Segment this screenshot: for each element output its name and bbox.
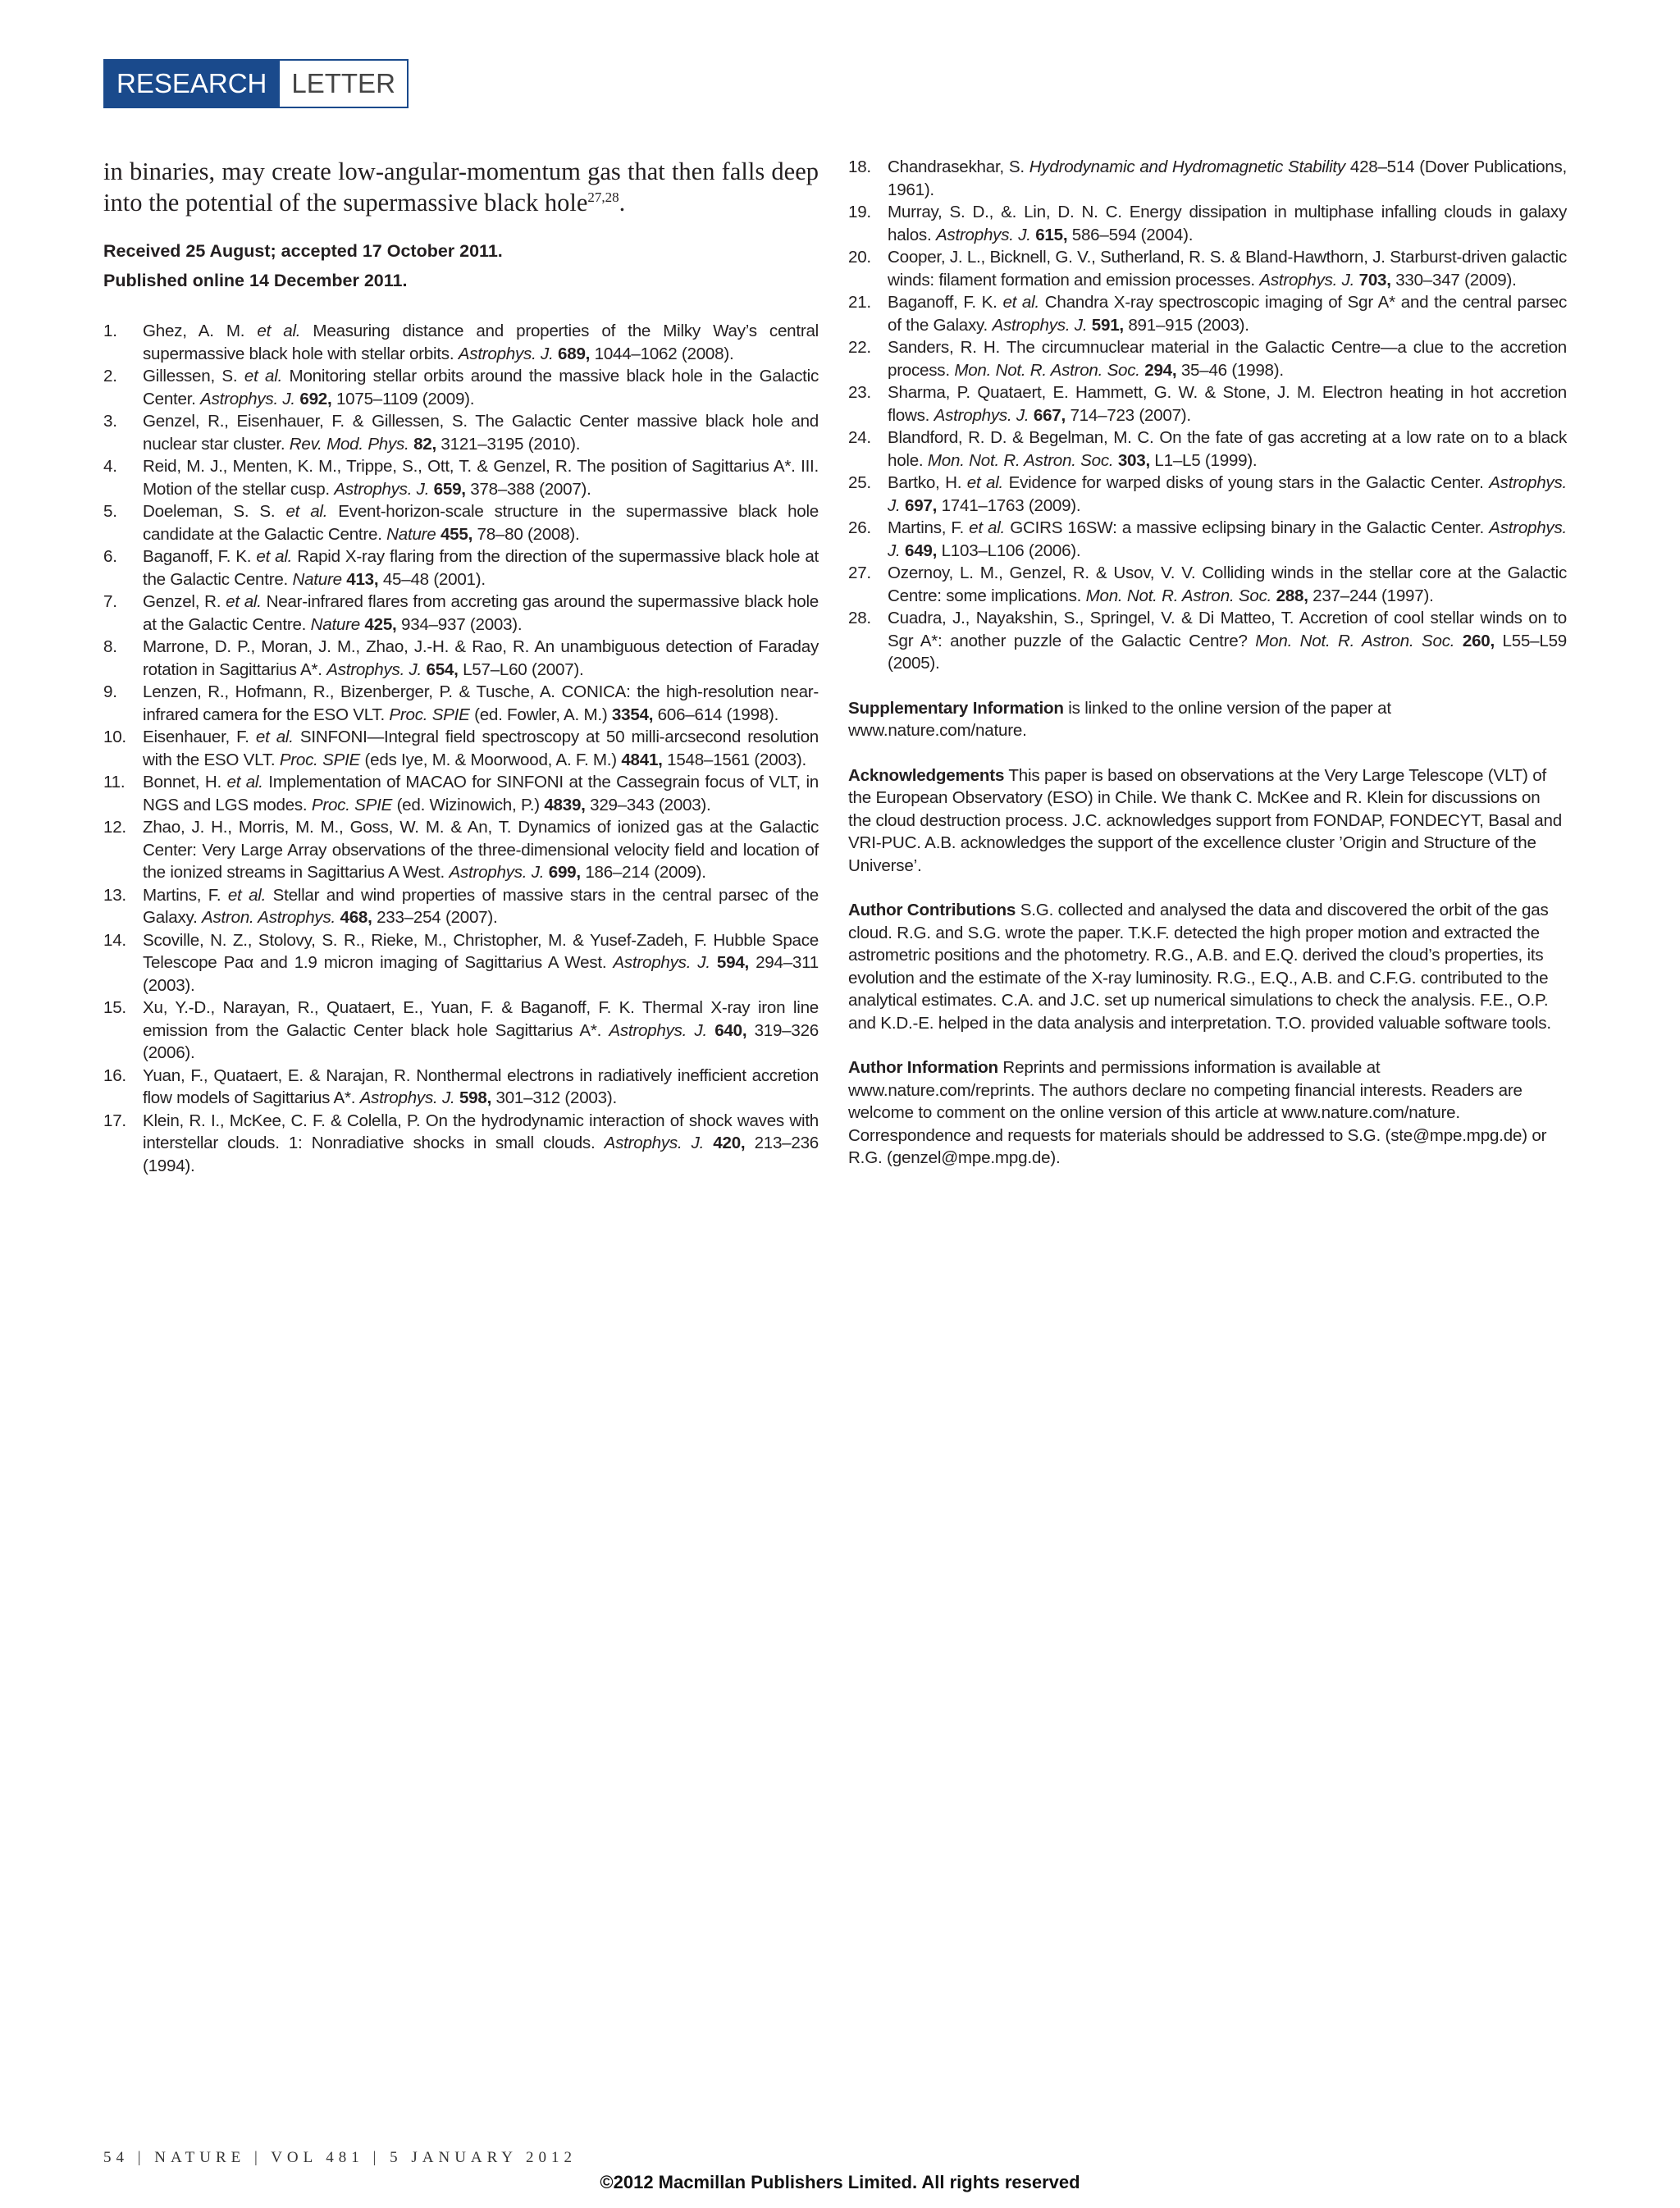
reference-italic: Astrophys. J. xyxy=(326,659,422,679)
reference-italic: Hydrodynamic and Hydromagnetic Stability xyxy=(1029,157,1345,176)
reference-number: 26. xyxy=(848,518,871,537)
reference-number: 19. xyxy=(848,203,871,221)
reference-item xyxy=(848,336,1567,381)
reference-italic: Astrophys. J. xyxy=(934,405,1029,425)
reference-segment: Blandford, R. D. & Begelman, M. C. On the fate of gas accreting at a low rate on to a black hole. xyxy=(888,428,1567,470)
reference-item xyxy=(848,607,1567,675)
reference-number: 4. xyxy=(103,457,117,476)
reference-volume: 288, xyxy=(1276,586,1308,605)
reference-italic: Astrophys. J. xyxy=(613,953,710,972)
reference-segment: Chandra X-ray spectroscopic imaging of Sgr A* and the central parsec of the Galaxy. xyxy=(888,293,1567,335)
reference-segment xyxy=(1454,632,1463,650)
reference-number: 11. xyxy=(103,773,126,792)
reference-segment: 1044–1062 (2008). xyxy=(590,344,734,363)
reference-segment: 1548–1561 (2003). xyxy=(662,750,806,769)
reference-text xyxy=(143,884,819,929)
reference-segment: Reid, M. J., Menten, K. M., Trippe, S., Ott, T. & Genzel, R. The position of Sagittarius A*. III. Motion of the stellar cusp. xyxy=(143,457,819,499)
lead-end: . xyxy=(619,189,626,217)
reference-segment: GCIRS 16SW: a massive eclipsing binary in the Galactic Center. xyxy=(1005,518,1490,537)
reference-number: 25. xyxy=(848,473,871,492)
reference-italic: et al. xyxy=(227,885,267,905)
reference-italic: Astrophys. J. xyxy=(935,225,1031,244)
reference-text xyxy=(143,771,819,816)
reference-segment: Implementation of MACAO for SINFONI at the Cassegrain focus of VLT, in NGS and LGS modes. xyxy=(143,773,819,814)
reference-number: 7. xyxy=(103,592,117,611)
reference-italic: et al. xyxy=(1002,293,1039,312)
reference-text xyxy=(888,562,1567,607)
reference-item xyxy=(103,771,819,816)
reference-italic: Proc. SPIE xyxy=(389,705,470,724)
reference-italic: Mon. Not. R. Astron. Soc. xyxy=(1085,586,1272,605)
reference-segment: 891–915 (2003). xyxy=(1123,315,1249,335)
reference-segment: 186–214 (2009). xyxy=(580,863,706,882)
reference-text xyxy=(143,545,819,591)
lead-paragraph xyxy=(103,156,819,218)
reference-segment: Monitoring stellar orbits around the massive black hole in the Galactic Center. xyxy=(143,367,819,408)
reference-item xyxy=(848,427,1567,472)
reference-text xyxy=(888,246,1567,291)
reference-text xyxy=(143,365,819,410)
reference-volume: 640, xyxy=(714,1020,747,1040)
reference-number: 17. xyxy=(103,1111,126,1130)
reference-volume: 703, xyxy=(1358,270,1391,290)
reference-italic: Astrophys. J. xyxy=(359,1088,455,1107)
reference-segment: Evidence for warped disks of young stars in the Galactic Center. xyxy=(1003,473,1490,492)
reference-segment: Murray, S. D., &. Lin, D. N. C. Energy dissipation in multiphase infalling clouds in galaxy halos. xyxy=(888,203,1567,244)
reference-italic: Astrophys. J. xyxy=(458,344,554,363)
back-matter-section xyxy=(848,899,1567,1034)
reference-item xyxy=(103,365,819,410)
reference-segment: 330–347 (2009). xyxy=(1390,270,1517,290)
reference-italic: Astron. Astrophys. xyxy=(202,908,336,927)
reference-segment: Doeleman, S. S. xyxy=(143,502,286,521)
reference-volume: 654, xyxy=(426,659,459,679)
received-date: Received 25 August; accepted 17 October 2011. xyxy=(103,241,503,261)
reference-segment: 378–388 (2007). xyxy=(465,479,591,499)
reference-number: 2. xyxy=(103,367,117,385)
section-heading: Acknowledgements xyxy=(848,765,1005,785)
lead-citation[interactable]: 27,28 xyxy=(587,189,619,205)
reference-segment: L55–L59 (2005). xyxy=(888,631,1567,673)
reference-volume: 4841, xyxy=(621,750,663,769)
reference-volume: 697, xyxy=(905,495,938,515)
reference-italic: et al. xyxy=(244,367,283,385)
reference-segment: 934–937 (2003). xyxy=(396,614,523,634)
reference-item xyxy=(103,410,819,455)
reference-text xyxy=(143,816,819,884)
reference-segment: Chandrasekhar, S. xyxy=(888,157,1029,176)
reference-segment xyxy=(710,953,717,972)
reference-segment xyxy=(707,1021,714,1040)
reference-segment: (eds Iye, M. & Moorwood, A. F. M.) xyxy=(360,750,622,769)
reference-volume: 413, xyxy=(346,569,379,589)
reference-item xyxy=(848,472,1567,517)
reference-number: 14. xyxy=(103,930,126,950)
reference-italic: et al. xyxy=(226,773,263,792)
reference-italic: Astrophys. J. xyxy=(200,389,295,408)
reference-segment: Yuan, F., Quataert, E. & Narajan, R. Nonthermal electrons in radiatively inefficient accretion flow models of Sagittarius A*. xyxy=(143,1065,819,1107)
reference-text xyxy=(888,381,1567,427)
reference-segment: Cooper, J. L., Bicknell, G. V., Sutherland, R. S. & Bland-Hawthorn, J. Starburst-driven galactic winds: filament formation and emission processes. xyxy=(888,248,1567,290)
reference-item xyxy=(103,816,819,884)
reference-item xyxy=(848,562,1567,607)
reference-segment: Sanders, R. H. The circumnuclear material in the Galactic Centre—a clue to the accretion process. xyxy=(888,338,1567,380)
right-column xyxy=(848,156,1567,1186)
reference-item xyxy=(103,455,819,500)
reference-segment: Rapid X-ray flaring from the direction of the supermassive black hole at the Galactic Centre. xyxy=(143,547,819,589)
reference-segment: 3121–3195 (2010). xyxy=(436,434,581,454)
reference-segment: Cuadra, J., Nayakshin, S., Springel, V. & Di Matteo, T. Accretion of cool stellar winds on to Sgr A*: another puzzle of the Galactic Centre? xyxy=(888,609,1567,650)
reference-list-right xyxy=(848,156,1567,675)
reference-segment: 294–311 (2003). xyxy=(143,953,819,995)
reference-italic: Mon. Not. R. Astron. Soc. xyxy=(927,450,1114,470)
reference-number: 12. xyxy=(103,818,126,837)
reference-italic: Mon. Not. R. Astron. Soc. xyxy=(954,360,1140,380)
section-text: Reprints and permissions information is available at www.nature.com/reprints. The authors declare no competing financial interests. Readers are welcome to comment on the online version of this article at www.nature.com/nature. Correspondence and requests for materials should be addressed to S.G. (ste@mpe.mpg.de) or R.G. (genzel@mpe.mpg.de). xyxy=(848,1058,1547,1167)
reference-volume: 591, xyxy=(1091,315,1124,335)
reference-italic: Nature xyxy=(386,524,436,544)
reference-segment: Gillessen, S. xyxy=(143,367,244,385)
reference-item xyxy=(848,156,1567,201)
reference-number: 27. xyxy=(848,563,871,582)
reference-italic: Astrophys. J. xyxy=(449,863,545,882)
reference-segment: Genzel, R. xyxy=(143,592,226,611)
reference-segment: Zhao, J. H., Morris, M. M., Goss, W. M. & An, T. Dynamics of ionized gas at the Galactic Center: Very Large Array observations of the three-dimensional velocity field and location of the ionized streams in Sagittarius A West. xyxy=(143,818,819,882)
reference-number: 6. xyxy=(103,547,117,566)
reference-segment: Martins, F. xyxy=(143,885,228,905)
reference-text xyxy=(888,336,1567,381)
reference-item xyxy=(103,681,819,726)
reference-segment: L103–L106 (2006). xyxy=(937,541,1081,560)
reference-segment: Eisenhauer, F. xyxy=(143,728,256,746)
reference-italic: Astrophys. J. xyxy=(609,1020,707,1040)
reference-segment: 301–312 (2003). xyxy=(491,1088,617,1107)
copyright-notice: ©2012 Macmillan Publishers Limited. All rights reserved xyxy=(600,2172,1080,2192)
reference-volume: 659, xyxy=(433,479,466,499)
reference-segment: 606–614 (1998). xyxy=(653,705,779,724)
reference-number: 28. xyxy=(848,609,871,627)
reference-text xyxy=(143,591,819,636)
reference-number: 22. xyxy=(848,338,871,357)
reference-item xyxy=(103,997,819,1065)
section-heading: Supplementary Information xyxy=(848,698,1064,718)
reference-segment: 329–343 (2003). xyxy=(585,795,711,814)
reference-volume: 468, xyxy=(340,908,372,927)
reference-volume: 699, xyxy=(548,863,581,882)
reference-segment: 78–80 (2008). xyxy=(472,524,580,544)
reference-segment: Baganoff, F. K. xyxy=(143,547,257,566)
reference-text xyxy=(888,472,1567,517)
section-text: This paper is based on observations at the Very Large Telescope (VLT) of the European Observatory (ESO) in Chile. We thank C. McKee and R. Klein for discussions on the cloud destruction process. J.C. acknowledges support from FONDAP, FONDECYT, Basal and VRI-PUC. A.B. acknowledges the support of the excellence cluster ’Origin and Structure of the Universe’. xyxy=(848,765,1563,875)
reference-segment: Lenzen, R., Hofmann, R., Bizenberger, P. & Tusche, A. CONICA: the high-resolution near-infrared camera for the ESO VLT. xyxy=(143,682,819,724)
reference-item xyxy=(103,1065,819,1110)
section-heading: Author Contributions xyxy=(848,901,1016,919)
reference-segment: Genzel, R., Eisenhauer, F. & Gillessen, S. The Galactic Center massive black hole and nuclear star cluster. xyxy=(143,412,819,454)
reference-item xyxy=(103,591,819,636)
reference-segment: Near-infrared flares from accreting gas around the supermassive black hole at the Galactic Centre. xyxy=(143,592,819,634)
reference-text xyxy=(888,156,1567,201)
reference-italic: Rev. Mod. Phys. xyxy=(289,434,409,454)
reference-segment: (ed. Wizinowich, P.) xyxy=(392,795,545,814)
reference-volume: 425, xyxy=(364,614,397,634)
reference-item xyxy=(103,320,819,365)
reference-text xyxy=(143,410,819,455)
reference-number: 8. xyxy=(103,637,117,656)
reference-text xyxy=(143,455,819,500)
reference-segment: Klein, R. I., McKee, C. F. & Colella, P. On the hydrodynamic interaction of shock waves with interstellar clouds. 1: Nonradiative shocks in small clouds. xyxy=(143,1111,819,1152)
reference-segment: Baganoff, F. K. xyxy=(888,293,1003,312)
reference-volume: 303, xyxy=(1117,450,1150,470)
reference-volume: 649, xyxy=(905,541,938,560)
reference-italic: Astrophys. J. xyxy=(334,479,430,499)
reference-italic: et al. xyxy=(285,502,328,521)
section-label: RESEARCH xyxy=(105,61,278,107)
reference-segment: Martins, F. xyxy=(888,518,970,537)
reference-text xyxy=(888,201,1567,246)
reference-text xyxy=(143,1065,819,1110)
reference-volume: 82, xyxy=(413,434,436,454)
reference-number: 10. xyxy=(103,728,126,746)
reference-italic: Astrophys. J. xyxy=(888,518,1567,560)
reference-italic: Proc. SPIE xyxy=(311,795,393,814)
reference-item xyxy=(103,636,819,681)
reference-text xyxy=(143,636,819,681)
reference-segment: 45–48 (2001). xyxy=(378,569,486,589)
reference-number: 21. xyxy=(848,293,871,312)
publication-dates xyxy=(103,236,819,295)
reference-italic: et al. xyxy=(966,473,1004,492)
reference-item xyxy=(103,500,819,545)
reference-number: 16. xyxy=(103,1065,126,1085)
reference-segment: 428–514 (Dover Publications, 1961). xyxy=(888,157,1567,199)
reference-volume: 455, xyxy=(440,524,473,544)
reference-segment: 319–326 (2006). xyxy=(143,1020,819,1062)
reference-volume: 420, xyxy=(713,1134,746,1152)
reference-number: 15. xyxy=(103,998,126,1017)
reference-segment: Scoville, N. Z., Stolovy, S. R., Rieke, M., Christopher, M. & Yusef-Zadeh, F. Hubble Space Telescope Paα and 1.9 micron imaging of Sagittarius A West. xyxy=(143,930,819,972)
reference-volume: 692, xyxy=(299,389,332,408)
left-column xyxy=(103,156,819,1177)
reference-italic: et al. xyxy=(255,728,294,746)
reference-volume: 3354, xyxy=(611,705,654,724)
reference-volume: 615, xyxy=(1035,225,1068,244)
reference-segment: Bartko, H. xyxy=(888,473,967,492)
published-date: Published online 14 December 2011. xyxy=(103,271,408,290)
reference-volume: 260, xyxy=(1462,631,1495,650)
reference-italic: Astrophys. J. xyxy=(604,1134,705,1152)
reference-item xyxy=(848,201,1567,246)
reference-number: 24. xyxy=(848,428,871,447)
reference-segment: SINFONI—Integral field spectroscopy at 50 milli-arcsecond resolution with the ESO VLT. xyxy=(143,728,819,769)
article-type-label: LETTER xyxy=(278,61,407,107)
reference-item xyxy=(848,381,1567,427)
reference-segment: Bonnet, H. xyxy=(143,773,227,792)
reference-segment: Ghez, A. M. xyxy=(143,322,258,340)
reference-italic: et al. xyxy=(256,547,293,566)
reference-italic: Proc. SPIE xyxy=(279,750,361,769)
reference-item xyxy=(103,545,819,591)
reference-segment: 213–236 (1994). xyxy=(143,1134,819,1175)
reference-segment: Stellar and wind properties of massive stars in the central parsec of the Galaxy. xyxy=(143,885,819,927)
reference-text xyxy=(888,517,1567,562)
reference-text xyxy=(143,726,819,771)
reference-segment: 714–723 (2007). xyxy=(1065,405,1191,425)
reference-text xyxy=(143,320,819,365)
reference-segment xyxy=(704,1134,713,1152)
reference-number: 9. xyxy=(103,682,117,701)
reference-segment: 237–244 (1997). xyxy=(1308,586,1434,605)
reference-text xyxy=(143,929,819,997)
reference-italic: Astrophys. J. xyxy=(888,473,1567,515)
reference-segment: 586–594 (2004). xyxy=(1067,225,1194,244)
reference-item xyxy=(848,246,1567,291)
page-footer-info: 54 | NATURE | VOL 481 | 5 JANUARY 2012 xyxy=(103,2149,578,2166)
reference-item xyxy=(103,1110,819,1178)
reference-number: 5. xyxy=(103,502,117,521)
reference-item xyxy=(848,291,1567,336)
reference-volume: 689, xyxy=(558,344,591,363)
reference-item xyxy=(848,517,1567,562)
reference-number: 1. xyxy=(103,322,117,340)
reference-italic: et al. xyxy=(257,322,301,340)
reference-text xyxy=(143,997,819,1065)
reference-italic: Mon. Not. R. Astron. Soc. xyxy=(1255,631,1455,650)
reference-volume: 667, xyxy=(1033,405,1066,425)
reference-volume: 4839, xyxy=(544,795,586,814)
reference-segment: Measuring distance and properties of the Milky Way’s central supermassive black hole with stellar orbits. xyxy=(143,322,819,363)
reference-segment: 35–46 (1998). xyxy=(1176,360,1284,380)
section-heading: Author Information xyxy=(848,1058,998,1077)
reference-list-left xyxy=(103,320,819,1177)
reference-volume: 594, xyxy=(716,953,749,972)
back-matter-section xyxy=(848,1056,1567,1170)
reference-number: 20. xyxy=(848,248,871,267)
reference-segment: Sharma, P. Quataert, E. Hammett, G. W. & Stone, J. M. Electron heating in hot accretion flows. xyxy=(888,383,1567,425)
reference-segment: Marrone, D. P., Moran, J. M., Zhao, J.-H. & Rao, R. An unambiguous detection of Faraday rotation in Sagittarius A*. xyxy=(143,637,819,679)
reference-number: 18. xyxy=(848,157,871,176)
reference-italic: et al. xyxy=(969,518,1006,537)
section-text: is linked to the online version of the paper at www.nature.com/nature. xyxy=(848,698,1391,740)
reference-text xyxy=(143,1110,819,1178)
reference-segment: Event-horizon-scale structure in the supermassive black hole candidate at the Galactic Centre. xyxy=(143,502,819,544)
reference-segment: Ozernoy, L. M., Genzel, R. & Usov, V. V. Colliding winds in the stellar core at the Galactic Centre: some implications. xyxy=(888,563,1567,605)
reference-italic: Nature xyxy=(292,569,342,589)
reference-segment: 233–254 (2007). xyxy=(372,908,498,927)
reference-volume: 598, xyxy=(459,1088,492,1107)
reference-text xyxy=(888,291,1567,336)
reference-text xyxy=(143,500,819,545)
reference-segment: 1075–1109 (2009). xyxy=(331,389,475,408)
reference-segment: 1741–1763 (2009). xyxy=(937,495,1081,515)
back-matter xyxy=(848,697,1567,1170)
reference-italic: Astrophys. J. xyxy=(992,315,1088,335)
reference-italic: Astrophys. J. xyxy=(1259,270,1355,290)
reference-text xyxy=(888,607,1567,675)
reference-segment: (ed. Fowler, A. M.) xyxy=(469,705,612,724)
section-text: S.G. collected and analysed the data and discovered the orbit of the gas cloud. R.G. and S.G. wrote the paper. T.K.F. detected the high proper motion and extracted the astrometric positions and the photometry. R.G., A.B. and E.Q. derived the cloud’s properties, its evolution and the estimate of the X-ray luminosity. R.G., E.Q., A.B. and C.F.G. contributed to the analytical estimates. C.A. and J.C. set up numerical simulations to check the analysis. F.E., O.P. and K.D.-E. helped in the data analysis and interpretation. T.O. provided valuable software tools. xyxy=(848,901,1551,1033)
reference-italic: et al. xyxy=(226,592,262,611)
reference-volume: 294, xyxy=(1144,360,1177,380)
reference-italic: Nature xyxy=(310,614,360,634)
back-matter-section xyxy=(848,764,1567,878)
reference-segment: Xu, Y.-D., Narayan, R., Quataert, E., Yuan, F. & Baganoff, F. K. Thermal X-ray iron line emission from the Galactic Center black hole Sagittarius A*. xyxy=(143,998,819,1040)
section-badge xyxy=(103,59,409,108)
reference-item xyxy=(103,884,819,929)
reference-number: 13. xyxy=(103,885,126,905)
reference-segment: L57–L60 (2007). xyxy=(458,659,584,679)
reference-text xyxy=(143,681,819,726)
reference-segment: L1–L5 (1999). xyxy=(1149,450,1258,470)
back-matter-section xyxy=(848,697,1567,742)
reference-number: 3. xyxy=(103,412,117,431)
reference-item xyxy=(103,726,819,771)
reference-text xyxy=(888,427,1567,472)
reference-number: 23. xyxy=(848,383,871,402)
lead-text: in binaries, may create low-angular-momentum gas that then falls deep into the potential of the supermassive black hole xyxy=(103,157,819,217)
reference-item xyxy=(103,929,819,997)
